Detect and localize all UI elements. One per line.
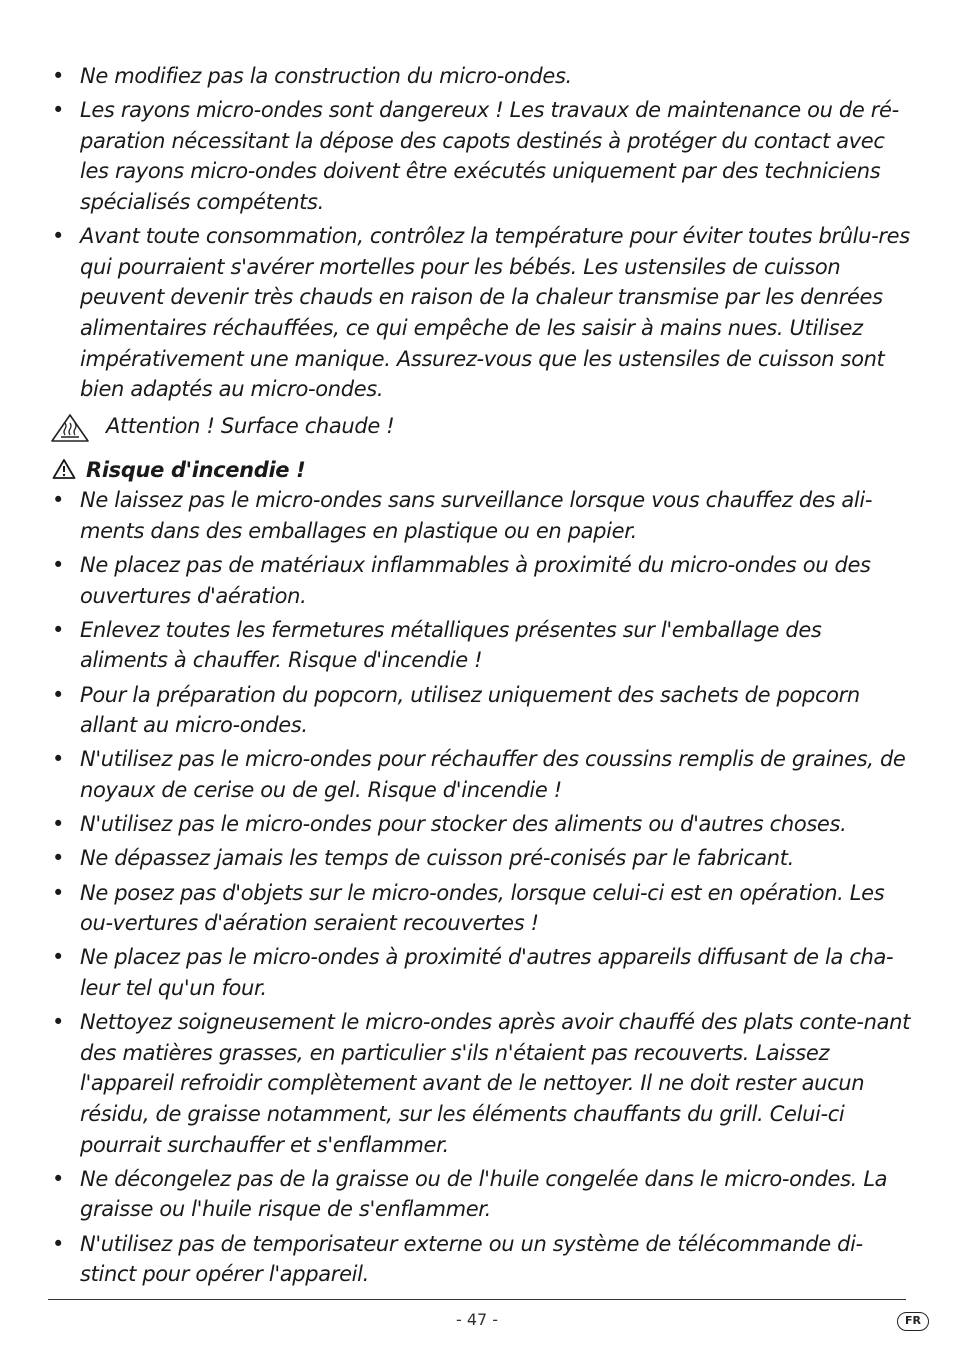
bullet: • (52, 98, 65, 123)
bullet: • (52, 945, 65, 970)
list-item (50, 680, 910, 741)
page-number: - 47 - (455, 1310, 499, 1329)
hot-surface-warning (50, 411, 910, 447)
list-item-text: Ne modifiez pas la construction du micro-ondes. (80, 64, 572, 88)
list-item (50, 61, 910, 92)
attention-text: Attention ! Surface chaude ! (106, 413, 395, 438)
bullet: • (52, 682, 65, 707)
section-heading (50, 455, 910, 486)
section-heading-text: Risque d'incendie ! (86, 457, 306, 482)
list-item-text: Ne dépassez jamais les temps de cuisson pré-conisés par le fabricant. (80, 846, 794, 871)
list-item (50, 221, 910, 405)
bullet: • (52, 1010, 65, 1035)
list-item-text: Ne laissez pas le micro-ondes sans surveillance lorsque vous chauffez des ali-ments dans des emballages en plastique ou en papier. (80, 488, 873, 543)
list-item-text: Ne placez pas le micro-ondes à proximité d'autres appareils diffusant de la cha-leur tel qu'un four. (80, 945, 894, 1000)
bullet: • (52, 1231, 65, 1256)
bullet: • (52, 1166, 65, 1191)
list-item-text: Les rayons micro-ondes sont dangereux ! Les travaux de maintenance ou de ré-paration nécessitant la dépose des capots destinés à protéger du contact avec les rayons micro-ondes doivent être exécutés uniquement par des techniciens spécialisés compétents. (80, 98, 899, 214)
language-badge: FR (897, 1312, 929, 1331)
bullet: • (52, 880, 65, 905)
bullet: • (52, 747, 65, 772)
list-item (50, 615, 910, 676)
list-item-text: N'utilisez pas le micro-ondes pour stocker des aliments ou d'autres choses. (80, 812, 847, 837)
bullet: • (52, 553, 65, 578)
list-item (50, 1164, 910, 1225)
bullet: • (52, 846, 65, 871)
list-item (50, 1229, 910, 1290)
list-item (50, 95, 910, 217)
bullet: • (52, 617, 65, 642)
bullet: • (52, 488, 65, 513)
list-item-text: N'utilisez pas le micro-ondes pour réchauffer des coussins remplis de graines, de noyaux de cerise ou de gel. Risque d'incendie ! (80, 747, 906, 803)
list-item-text: Ne posez pas d'objets sur le micro-ondes, lorsque celui-ci est en opération. Les ou-vertures d'aération seraient recouvertes ! (80, 880, 885, 936)
list-item (50, 1007, 910, 1160)
safety-list-top (50, 61, 910, 405)
list-item-text: Nettoyez soigneusement le micro-ondes après avoir chauffé des plats conte-nant des matières grasses, en particulier s'ils n'étaient pas recouverts. Laissez l'appareil refroidir complètement avant de le nettoyer. Il ne doit rester aucun résidu, de graisse notamment, sur les éléments chauffants du grill. Celui-ci pourrait surchauffer et s'enflammer. (80, 1010, 910, 1157)
fire-risk-list (50, 485, 910, 1289)
list-item-text: Avant toute consommation, contrôlez la température pour éviter toutes brûlu-res qui pourraient s'avérer mortelles pour les bébés. Les ustensiles de cuisson peuvent devenir très chauds en raison de la chaleur transmise par les denrées alimentaires réchauffées, ce qui empêche de les saisir à mains nues. Utilisez impérativement une manique. Assurez-vous que les ustensiles de cuisson sont bien adaptés au micro-ondes. (80, 224, 910, 402)
list-item (50, 809, 910, 840)
list-item-text: Enlevez toutes les fermetures métalliques présentes sur l'emballage des aliments à chauffer. Risque d'incendie ! (80, 617, 822, 673)
document-body (50, 61, 910, 1293)
warning-triangle-icon (52, 458, 76, 489)
footer-divider (48, 1299, 906, 1300)
list-item (50, 942, 910, 1003)
list-item-text: Ne placez pas de matériaux inflammables à proximité du micro-ondes ou des ouvertures d'aération. (80, 553, 871, 608)
bullet: • (52, 64, 65, 88)
list-item (50, 878, 910, 939)
list-item (50, 485, 910, 546)
bullet: • (52, 812, 65, 837)
list-item (50, 550, 910, 611)
bullet: • (52, 224, 65, 249)
hot-surface-warning-icon (50, 413, 90, 452)
list-item-text: N'utilisez pas de temporisateur externe ou un système de télécommande di-stinct pour opérer l'appareil. (80, 1231, 863, 1287)
list-item-text: Pour la préparation du popcorn, utilisez uniquement des sachets de popcorn allant au micro-ondes. (80, 682, 860, 738)
list-item (50, 744, 910, 805)
list-item-text: Ne décongelez pas de la graisse ou de l'huile congelée dans le micro-ondes. La graisse ou l'huile risque de s'enflammer. (80, 1166, 888, 1222)
list-item (50, 843, 910, 874)
